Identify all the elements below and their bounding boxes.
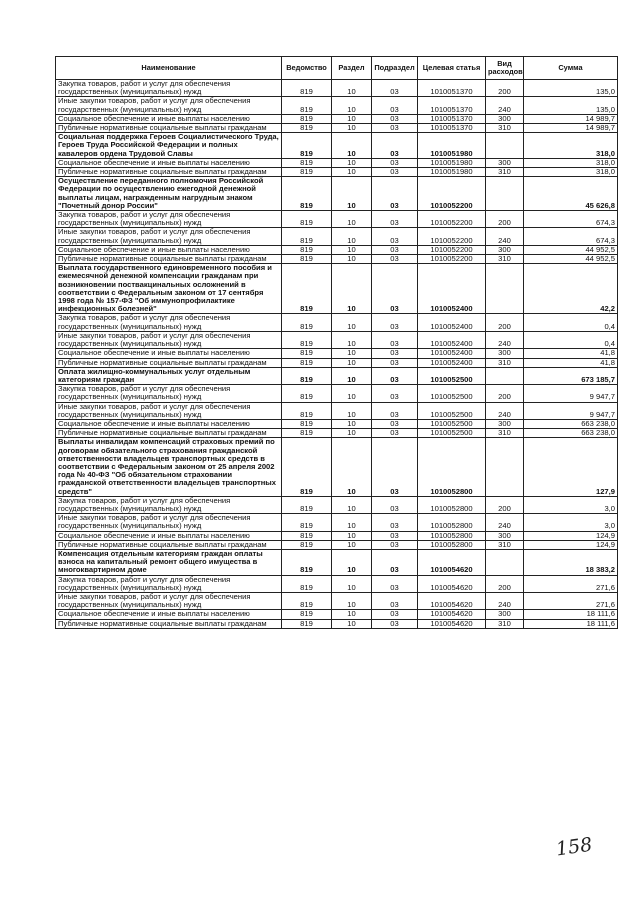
row-section: 10 (332, 402, 372, 419)
row-department: 819 (282, 496, 332, 513)
table-row (56, 549, 618, 575)
header-subsection: Подраздел (372, 57, 418, 80)
table-row (56, 245, 618, 254)
row-department: 819 (282, 177, 332, 211)
row-sum: 0,4 (524, 314, 618, 331)
row-section: 10 (332, 114, 372, 123)
row-subsection: 03 (372, 429, 418, 438)
row-department: 819 (282, 610, 332, 619)
row-expense-type: 300 (486, 531, 524, 540)
row-sum: 124,9 (524, 540, 618, 549)
header-expense-type: Вид расходов (486, 57, 524, 80)
row-target-article: 1010051980 (418, 158, 486, 167)
table-row (56, 619, 618, 628)
row-sum: 3,0 (524, 514, 618, 531)
row-sum: 124,9 (524, 531, 618, 540)
row-name: Социальное обеспечение и иные выплаты населению (56, 114, 282, 123)
row-subsection: 03 (372, 358, 418, 367)
table-row (56, 133, 618, 159)
table-row (56, 228, 618, 245)
row-section: 10 (332, 264, 372, 314)
row-section: 10 (332, 419, 372, 428)
row-name: Социальное обеспечение и иные выплаты населению (56, 610, 282, 619)
row-expense-type: 200 (486, 496, 524, 513)
row-expense-type: 300 (486, 349, 524, 358)
row-target-article: 1010054620 (418, 575, 486, 592)
row-department: 819 (282, 385, 332, 402)
row-section: 10 (332, 349, 372, 358)
row-subsection: 03 (372, 419, 418, 428)
row-sum: 318,0 (524, 133, 618, 159)
table-row (56, 331, 618, 348)
row-expense-type: 310 (486, 429, 524, 438)
row-section: 10 (332, 429, 372, 438)
row-name: Иные закупки товаров, работ и услуг для обеспечения государственных (муниципальных) нужд (56, 514, 282, 531)
row-department: 819 (282, 349, 332, 358)
row-expense-type: 310 (486, 358, 524, 367)
row-subsection: 03 (372, 402, 418, 419)
row-sum: 18 111,6 (524, 619, 618, 628)
table-row (56, 255, 618, 264)
row-department: 819 (282, 619, 332, 628)
row-department: 819 (282, 133, 332, 159)
row-department: 819 (282, 97, 332, 114)
row-department: 819 (282, 228, 332, 245)
row-section: 10 (332, 133, 372, 159)
row-sum: 14 989,7 (524, 124, 618, 133)
row-section: 10 (332, 228, 372, 245)
row-subsection: 03 (372, 168, 418, 177)
row-section: 10 (332, 367, 372, 384)
row-department: 819 (282, 514, 332, 531)
row-name: Закупка товаров, работ и услуг для обеспечения государственных (муниципальных) нужд (56, 80, 282, 97)
row-subsection: 03 (372, 264, 418, 314)
row-section: 10 (332, 531, 372, 540)
row-target-article: 1010054620 (418, 549, 486, 575)
row-target-article: 1010052500 (418, 385, 486, 402)
table-row (56, 158, 618, 167)
row-subsection: 03 (372, 540, 418, 549)
table-row (56, 531, 618, 540)
row-target-article: 1010052800 (418, 438, 486, 496)
row-name: Осуществление переданного полномочия Российской Федерации по осуществлению ежегодной денежной выплаты лицам, награжденным нагрудным знаком "Почетный донор России" (56, 177, 282, 211)
row-expense-type (486, 177, 524, 211)
row-sum: 42,2 (524, 264, 618, 314)
row-sum: 44 952,5 (524, 245, 618, 254)
table-row (56, 402, 618, 419)
table-row (56, 385, 618, 402)
row-department: 819 (282, 531, 332, 540)
row-section: 10 (332, 610, 372, 619)
row-target-article: 1010052400 (418, 349, 486, 358)
row-section: 10 (332, 80, 372, 97)
row-expense-type: 200 (486, 211, 524, 228)
row-sum: 9 947,7 (524, 402, 618, 419)
row-sum: 3,0 (524, 496, 618, 513)
row-subsection: 03 (372, 177, 418, 211)
row-subsection: 03 (372, 97, 418, 114)
row-section: 10 (332, 438, 372, 496)
row-subsection: 03 (372, 114, 418, 123)
row-name: Выплата государственного единовременного пособия и ежемесячной денежной компенсации гражданам при возникновении поствакцинальных осложнений в соответствии с Федеральным законом от 17 сентября 1998 года № 157-ФЗ "Об иммунопрофилактике инфекционных болезней" (56, 264, 282, 314)
row-target-article: 1010051980 (418, 133, 486, 159)
row-name: Публичные нормативные социальные выплаты гражданам (56, 124, 282, 133)
row-name: Публичные нормативные социальные выплаты гражданам (56, 358, 282, 367)
row-name: Иные закупки товаров, работ и услуг для обеспечения государственных (муниципальных) нужд (56, 228, 282, 245)
row-section: 10 (332, 211, 372, 228)
row-expense-type: 310 (486, 255, 524, 264)
row-section: 10 (332, 314, 372, 331)
row-department: 819 (282, 264, 332, 314)
row-subsection: 03 (372, 385, 418, 402)
row-department: 819 (282, 124, 332, 133)
row-subsection: 03 (372, 245, 418, 254)
row-section: 10 (332, 540, 372, 549)
row-section: 10 (332, 496, 372, 513)
row-name: Публичные нормативные социальные выплаты гражданам (56, 255, 282, 264)
row-name: Закупка товаров, работ и услуг для обеспечения государственных (муниципальных) нужд (56, 314, 282, 331)
row-section: 10 (332, 514, 372, 531)
row-department: 819 (282, 80, 332, 97)
row-subsection: 03 (372, 514, 418, 531)
row-expense-type: 240 (486, 592, 524, 609)
row-target-article: 1010052800 (418, 540, 486, 549)
row-sum: 45 626,8 (524, 177, 618, 211)
row-expense-type: 240 (486, 514, 524, 531)
header-name: Наименование (56, 57, 282, 80)
row-target-article: 1010051370 (418, 97, 486, 114)
row-sum: 271,6 (524, 575, 618, 592)
row-name: Социальное обеспечение и иные выплаты населению (56, 419, 282, 428)
row-sum: 673 185,7 (524, 367, 618, 384)
row-target-article: 1010052800 (418, 496, 486, 513)
table-row (56, 177, 618, 211)
row-sum: 663 238,0 (524, 419, 618, 428)
row-name: Иные закупки товаров, работ и услуг для обеспечения государственных (муниципальных) нужд (56, 97, 282, 114)
table-row (56, 124, 618, 133)
row-expense-type (486, 264, 524, 314)
row-section: 10 (332, 592, 372, 609)
row-department: 819 (282, 419, 332, 428)
row-expense-type: 310 (486, 168, 524, 177)
row-subsection: 03 (372, 158, 418, 167)
row-name: Иные закупки товаров, работ и услуг для обеспечения государственных (муниципальных) нужд (56, 402, 282, 419)
row-subsection: 03 (372, 575, 418, 592)
row-subsection: 03 (372, 438, 418, 496)
row-section: 10 (332, 177, 372, 211)
row-target-article: 1010051370 (418, 124, 486, 133)
row-name: Компенсация отдельным категориям граждан оплаты взноса на капитальный ремонт общего имущества в многоквартирном доме (56, 549, 282, 575)
row-sum: 44 952,5 (524, 255, 618, 264)
row-sum: 674,3 (524, 228, 618, 245)
page-number: 158 (554, 833, 594, 861)
row-sum: 41,8 (524, 349, 618, 358)
table-row (56, 168, 618, 177)
row-department: 819 (282, 367, 332, 384)
row-section: 10 (332, 168, 372, 177)
row-expense-type (486, 367, 524, 384)
row-target-article: 1010051370 (418, 114, 486, 123)
row-department: 819 (282, 438, 332, 496)
row-department: 819 (282, 540, 332, 549)
row-expense-type: 200 (486, 575, 524, 592)
row-section: 10 (332, 575, 372, 592)
row-name: Публичные нормативные социальные выплаты гражданам (56, 168, 282, 177)
row-target-article: 1010052800 (418, 514, 486, 531)
row-target-article: 1010052200 (418, 177, 486, 211)
row-subsection: 03 (372, 549, 418, 575)
table-row (56, 592, 618, 609)
row-department: 819 (282, 429, 332, 438)
row-sum: 318,0 (524, 158, 618, 167)
row-sum: 135,0 (524, 97, 618, 114)
row-name: Иные закупки товаров, работ и услуг для обеспечения государственных (муниципальных) нужд (56, 331, 282, 348)
row-sum: 14 989,7 (524, 114, 618, 123)
row-section: 10 (332, 245, 372, 254)
table-row (56, 314, 618, 331)
row-name: Социальное обеспечение и иные выплаты населению (56, 158, 282, 167)
row-target-article: 1010052200 (418, 245, 486, 254)
row-name: Социальная поддержка Героев Социалистического Труда, Героев Труда Российской Федерации и полных кавалеров ордена Трудовой Славы (56, 133, 282, 159)
row-expense-type: 300 (486, 245, 524, 254)
row-department: 819 (282, 549, 332, 575)
row-department: 819 (282, 168, 332, 177)
row-target-article: 1010051370 (418, 80, 486, 97)
table-row (56, 358, 618, 367)
row-sum: 663 238,0 (524, 429, 618, 438)
row-department: 819 (282, 331, 332, 348)
row-name: Социальное обеспечение и иные выплаты населению (56, 349, 282, 358)
row-section: 10 (332, 97, 372, 114)
budget-table (55, 56, 618, 629)
table-row (56, 438, 618, 496)
table-row (56, 80, 618, 97)
row-department: 819 (282, 211, 332, 228)
row-section: 10 (332, 358, 372, 367)
row-name: Закупка товаров, работ и услуг для обеспечения государственных (муниципальных) нужд (56, 575, 282, 592)
row-department: 819 (282, 358, 332, 367)
row-expense-type (486, 549, 524, 575)
row-department: 819 (282, 158, 332, 167)
row-section: 10 (332, 255, 372, 264)
row-expense-type: 200 (486, 385, 524, 402)
row-sum: 18 383,2 (524, 549, 618, 575)
row-section: 10 (332, 619, 372, 628)
row-target-article: 1010054620 (418, 610, 486, 619)
table-row (56, 610, 618, 619)
row-name: Иные закупки товаров, работ и услуг для обеспечения государственных (муниципальных) нужд (56, 592, 282, 609)
row-subsection: 03 (372, 228, 418, 245)
row-expense-type: 240 (486, 402, 524, 419)
row-expense-type: 300 (486, 114, 524, 123)
row-target-article: 1010054620 (418, 592, 486, 609)
row-sum: 674,3 (524, 211, 618, 228)
row-sum: 18 111,6 (524, 610, 618, 619)
row-expense-type (486, 438, 524, 496)
row-expense-type: 200 (486, 314, 524, 331)
row-subsection: 03 (372, 124, 418, 133)
row-subsection: 03 (372, 255, 418, 264)
row-target-article: 1010052200 (418, 211, 486, 228)
row-expense-type: 240 (486, 228, 524, 245)
row-subsection: 03 (372, 211, 418, 228)
row-department: 819 (282, 575, 332, 592)
row-target-article: 1010052400 (418, 331, 486, 348)
row-expense-type: 240 (486, 97, 524, 114)
row-target-article: 1010052500 (418, 419, 486, 428)
row-subsection: 03 (372, 349, 418, 358)
row-expense-type: 300 (486, 419, 524, 428)
header-department: Ведомство (282, 57, 332, 80)
row-department: 819 (282, 314, 332, 331)
row-expense-type: 200 (486, 80, 524, 97)
row-name: Закупка товаров, работ и услуг для обеспечения государственных (муниципальных) нужд (56, 496, 282, 513)
row-subsection: 03 (372, 592, 418, 609)
row-expense-type: 310 (486, 619, 524, 628)
table-row (56, 211, 618, 228)
table-row (56, 429, 618, 438)
row-section: 10 (332, 158, 372, 167)
row-department: 819 (282, 255, 332, 264)
row-sum: 135,0 (524, 80, 618, 97)
row-section: 10 (332, 385, 372, 402)
row-subsection: 03 (372, 80, 418, 97)
row-sum: 41,8 (524, 358, 618, 367)
row-department: 819 (282, 114, 332, 123)
table-row (56, 264, 618, 314)
row-subsection: 03 (372, 496, 418, 513)
table-row (56, 367, 618, 384)
row-department: 819 (282, 402, 332, 419)
row-target-article: 1010052500 (418, 402, 486, 419)
row-subsection: 03 (372, 531, 418, 540)
table-header-row (56, 57, 618, 80)
row-section: 10 (332, 331, 372, 348)
row-target-article: 1010052800 (418, 531, 486, 540)
row-sum: 127,9 (524, 438, 618, 496)
row-name: Закупка товаров, работ и услуг для обеспечения государственных (муниципальных) нужд (56, 385, 282, 402)
table-row (56, 575, 618, 592)
row-target-article: 1010052500 (418, 367, 486, 384)
table-row (56, 514, 618, 531)
row-section: 10 (332, 549, 372, 575)
row-subsection: 03 (372, 610, 418, 619)
row-name: Публичные нормативные социальные выплаты гражданам (56, 429, 282, 438)
table-row (56, 97, 618, 114)
row-target-article: 1010052400 (418, 314, 486, 331)
row-expense-type: 300 (486, 610, 524, 619)
row-department: 819 (282, 592, 332, 609)
table-row (56, 349, 618, 358)
row-target-article: 1010052200 (418, 255, 486, 264)
row-subsection: 03 (372, 331, 418, 348)
table-row (56, 419, 618, 428)
row-name: Оплата жилищно-коммунальных услуг отдельным категориям граждан (56, 367, 282, 384)
header-section: Раздел (332, 57, 372, 80)
row-department: 819 (282, 245, 332, 254)
row-name: Закупка товаров, работ и услуг для обеспечения государственных (муниципальных) нужд (56, 211, 282, 228)
row-subsection: 03 (372, 133, 418, 159)
row-expense-type: 310 (486, 124, 524, 133)
row-sum: 318,0 (524, 168, 618, 177)
table-row (56, 114, 618, 123)
row-name: Публичные нормативные социальные выплаты гражданам (56, 540, 282, 549)
table-row (56, 496, 618, 513)
row-section: 10 (332, 124, 372, 133)
row-subsection: 03 (372, 367, 418, 384)
row-target-article: 1010051980 (418, 168, 486, 177)
row-expense-type: 310 (486, 540, 524, 549)
row-target-article: 1010052200 (418, 228, 486, 245)
row-name: Выплаты инвалидам компенсаций страховых премий по договорам обязательного страхования гражданской ответственности владельцев транспортных средств в соответствии с Федеральным законом от 25 апреля 2002 года № 40-ФЗ "Об обязательном страховании гражданской ответственности владельцев транспортных средств" (56, 438, 282, 496)
header-target-article: Целевая статья (418, 57, 486, 80)
row-name: Социальное обеспечение и иные выплаты населению (56, 245, 282, 254)
row-target-article: 1010052400 (418, 264, 486, 314)
row-sum: 271,6 (524, 592, 618, 609)
row-name: Публичные нормативные социальные выплаты гражданам (56, 619, 282, 628)
table-row (56, 540, 618, 549)
row-expense-type: 240 (486, 331, 524, 348)
row-target-article: 1010052400 (418, 358, 486, 367)
row-sum: 0,4 (524, 331, 618, 348)
row-sum: 9 947,7 (524, 385, 618, 402)
row-expense-type (486, 133, 524, 159)
row-name: Социальное обеспечение и иные выплаты населению (56, 531, 282, 540)
row-subsection: 03 (372, 619, 418, 628)
header-sum: Сумма (524, 57, 618, 80)
row-subsection: 03 (372, 314, 418, 331)
row-expense-type: 300 (486, 158, 524, 167)
row-target-article: 1010052500 (418, 429, 486, 438)
row-target-article: 1010054620 (418, 619, 486, 628)
